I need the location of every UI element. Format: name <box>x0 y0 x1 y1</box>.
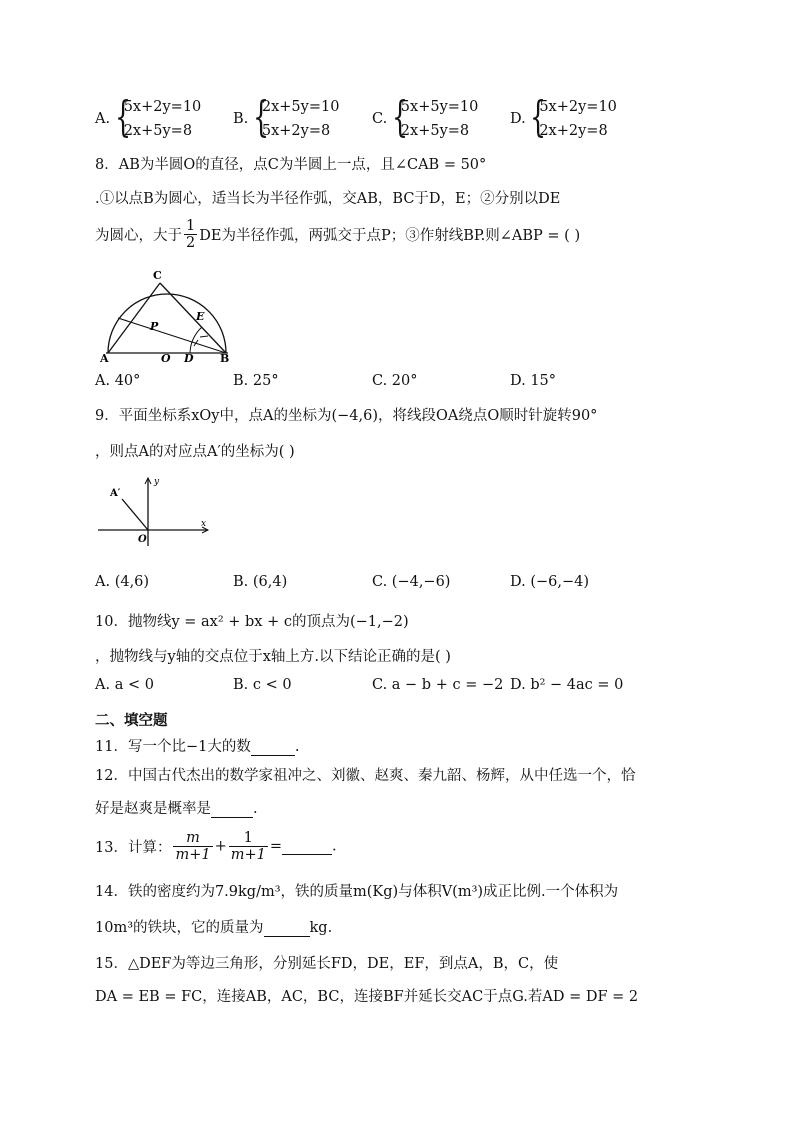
brace-symbol: { <box>391 92 408 141</box>
q10-option-b: B. c < 0 <box>233 677 292 693</box>
equation-1: 5x+2y=10 <box>123 99 202 115</box>
equation-2: 2x+5y=8 <box>400 123 470 139</box>
q10-option-c: C. a − b + c = −2 <box>372 677 504 693</box>
label-y: y <box>154 477 160 487</box>
q14-line-2 <box>95 916 332 937</box>
q15-line-2: DA = EB = FC，连接AB，AC，BC，连接BF并延长交AC于点G.若AD = DF = 2 <box>95 989 639 1005</box>
label-origin: O <box>138 534 147 545</box>
fraction-1-over-m-plus-1 <box>229 830 268 863</box>
q12-line-2 <box>95 797 258 818</box>
q8-option-a: A. 40° <box>95 373 141 389</box>
plus-sign: + <box>214 838 227 855</box>
q10-option-a: A. a < 0 <box>95 677 154 693</box>
q8-text-b: DE为半径作弧，两弧交于点P；③作射线BP.则∠ABP = ( ) <box>199 228 581 244</box>
section-heading-fill-in: 二、填空题 <box>95 713 168 729</box>
fraction-denominator: m+1 <box>230 847 266 863</box>
q8-semicircle-figure <box>98 268 238 364</box>
option-label: A. <box>95 111 111 127</box>
q11-line <box>95 735 299 756</box>
q8-line-3 <box>95 218 580 251</box>
label-b: B <box>220 352 230 364</box>
q8-option-b: B. 25° <box>233 373 279 389</box>
label-x: x <box>201 519 207 529</box>
option-label: D. <box>510 111 526 127</box>
q7-option-d <box>510 92 617 143</box>
fraction-numerator: m <box>173 830 212 847</box>
q9-line-1: 9．平面坐标系xOy中，点A的坐标为(−4,6)，将线段OA绕点O顺时针旋转90° <box>95 408 598 424</box>
answer-blank[interactable] <box>264 920 310 937</box>
option-label: B. <box>233 111 249 127</box>
q15-line-1: 15．△DEF为等边三角形，分别延长FD，DE，EF，到点A，B，C，使 <box>95 956 559 972</box>
equation-1: 5x+2y=10 <box>539 99 617 115</box>
equation-1: 5x+5y=10 <box>400 99 479 115</box>
q9-option-c: C. (−4,−6) <box>372 574 451 590</box>
q9-coordinate-figure <box>98 474 213 549</box>
q8-line-1: 8．AB为半圆O的直径，点C为半圆上一点，且∠CAB = 50° <box>95 157 487 173</box>
fraction-half <box>184 218 197 251</box>
equation-2: 2x+2y=8 <box>539 123 608 139</box>
q13-line <box>95 830 337 863</box>
q13-tail: . <box>332 838 337 855</box>
label-a: A <box>100 352 109 364</box>
label-d: D <box>184 352 194 364</box>
fraction-numerator: 1 <box>186 218 196 234</box>
q13-prefix: 13．计算： <box>95 840 172 856</box>
brace-symbol: { <box>252 92 269 141</box>
q10-option-d: D. b² − 4ac = 0 <box>510 677 624 693</box>
fraction-m-over-m-plus-1 <box>173 830 212 863</box>
q14-line-1: 14．铁的密度约为7.9kg/m³，铁的质量m(Kg)与体积V(m³)成正比例.一个体积为 <box>95 884 619 900</box>
q10-line-2: ，抛物线与y轴的交点位于x轴上方.以下结论正确的是( ) <box>95 649 451 665</box>
equation-1: 2x+5y=10 <box>261 99 340 115</box>
label-p: P <box>150 320 159 333</box>
fraction-denominator: 2 <box>186 235 196 251</box>
q9-option-a: A. (4,6) <box>95 574 150 590</box>
answer-blank[interactable] <box>282 838 332 855</box>
label-a-prime: A′ <box>110 488 121 499</box>
q7-option-c <box>372 92 479 143</box>
label-c: C <box>153 269 162 282</box>
q9-option-b: B. (6,4) <box>233 574 288 590</box>
q10-line-1: 10．抛物线y = ax² + bx + c的顶点为(−1,−2) <box>95 614 409 630</box>
equals-sign: = <box>269 838 283 855</box>
answer-blank[interactable] <box>251 739 295 756</box>
q12-text: 好是赵爽是概率是 <box>95 801 211 817</box>
option-label: C. <box>372 111 388 127</box>
fraction-numerator: 1 <box>229 830 268 847</box>
answer-blank[interactable] <box>211 801 253 818</box>
q7-option-b <box>233 92 340 143</box>
q8-option-c: C. 20° <box>372 373 418 389</box>
brace-symbol: { <box>114 92 131 141</box>
q8-line-2: .①以点B为圆心，适当长为半径作弧，交AB，BC于D，E；②分别以DE <box>95 191 561 207</box>
brace-symbol: { <box>530 92 547 141</box>
label-e: E <box>196 310 205 323</box>
q11-tail: . <box>294 739 300 755</box>
fraction-denominator: m+1 <box>175 847 211 863</box>
equation-2: 5x+2y=8 <box>261 123 331 139</box>
label-o: O <box>161 352 171 364</box>
q14-text-a: 10m³的铁块，它的质量为 <box>95 920 264 936</box>
q8-text-a: 为圆心，大于 <box>95 228 182 244</box>
q7-option-a <box>95 92 202 143</box>
q11-text: 11．写一个比−1大的数 <box>95 739 251 755</box>
q12-tail: . <box>253 801 258 817</box>
q8-option-d: D. 15° <box>510 373 557 389</box>
q9-line-2: ，则点A的对应点A′的坐标为( ) <box>95 444 295 460</box>
q14-text-b: kg. <box>309 920 333 936</box>
q12-line-1: 12．中国古代杰出的数学家祖冲之、刘徽、赵爽、秦九韶、杨辉，从中任选一个，恰 <box>95 768 636 784</box>
q9-option-d: D. (−6,−4) <box>510 574 589 590</box>
equation-2: 2x+5y=8 <box>123 123 193 139</box>
